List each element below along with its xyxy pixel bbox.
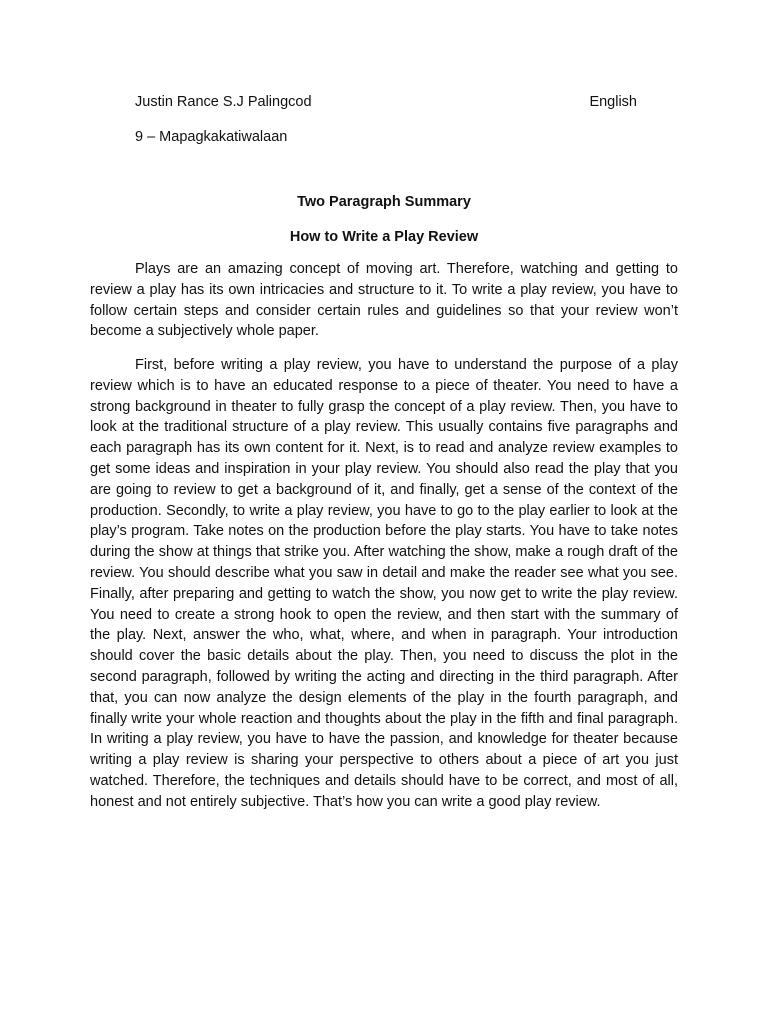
document-title: Two Paragraph Summary <box>297 194 471 210</box>
paragraph-introduction: Plays are an amazing concept of moving art. Therefore, watching and getting to review a play has its own intricacies and structure to it. To write a play review, you have to follow certain steps and consider certain rules and guidelines so that your review won’t become a subjectively whole paper. <box>90 261 678 340</box>
paragraph-body: First, before writing a play review, you have to understand the purpose of a play review which is to have an educated response to a piece of theater. You need to have a strong background in theater to fully grasp the concept of a play review. Then, you have to look at the traditional structure of a play review. This usually contains five paragraphs and each paragraph has its own content for it. Next, is to read and analyze review examples to get some ideas and inspiration in your play review. You should also read the play that you are going to review to get a background of it, and finally, get a sense of the context of the production. Secondly, to write a play review, you have to go to the play earlier to look at the play’s program. Take notes on the production before the play starts. You have to take notes during the show at things that strike you. After watching the show, make a rough draft of the review. You should describe what you saw in detail and make the reader see what you see. Finally, after preparing and getting to watch the show, you now get to write the play review. You need to create a strong hook to open the review, and then start with the summary of the play. Next, answer the who, what, where, and when in paragraph. Your introduction should cover the basic details about the play. Then, you need to discuss the plot in the second paragraph, followed by writing the acting and directing in the third paragraph. After that, you can now analyze the design elements of the play in the fourth paragraph, and finally write your whole reaction and thoughts about the play in the fifth and final paragraph. In writing a play review, you have to have the passion, and knowledge for theater because writing a play review is sharing your perspective to others about a piece of art you just watched. Therefore, the techniques and details should have to be correct, and most of all, honest and not entirely subjective. That’s how you can write a good play review. <box>90 357 678 810</box>
section-label: 9 – Mapagkakatiwalaan <box>135 129 288 145</box>
document-subtitle: How to Write a Play Review <box>289 229 479 245</box>
subject-label: English <box>589 94 637 110</box>
document-header <box>135 92 637 112</box>
author-name: Justin Rance S.J Palingcod <box>135 94 312 110</box>
